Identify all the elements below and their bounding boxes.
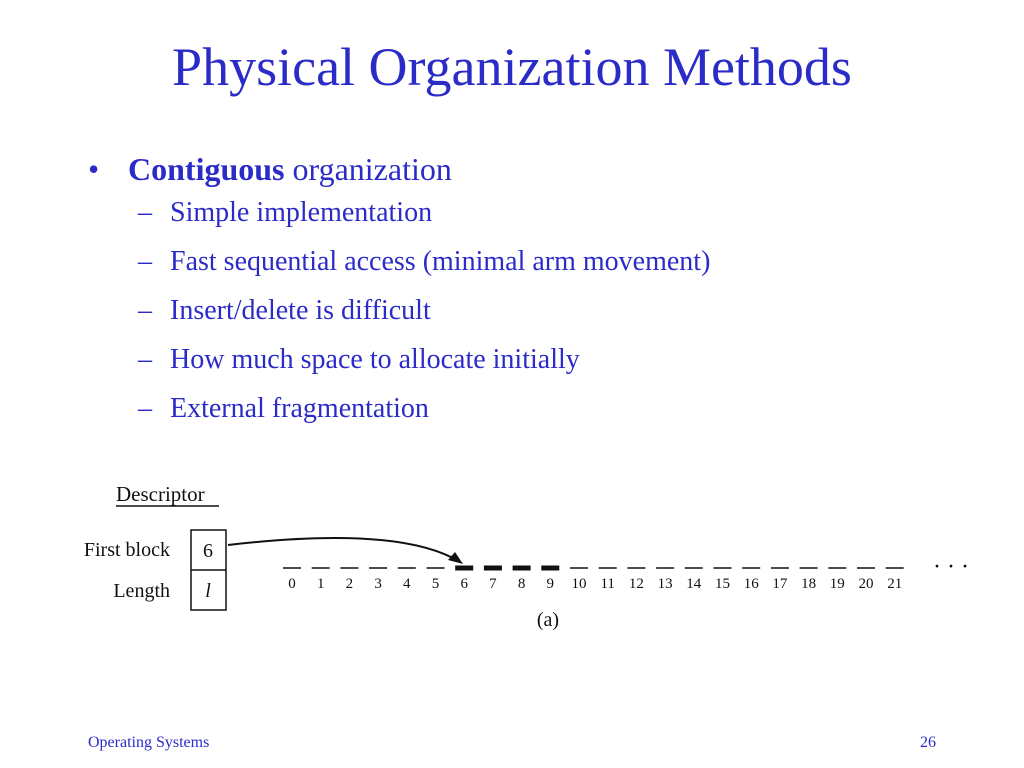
sub-bullet-dash: – [138, 393, 152, 425]
block-number: 9 [546, 576, 555, 592]
block-number: 6 [460, 576, 468, 592]
block-number: 12 [628, 576, 644, 592]
sub-bullet-dash: – [138, 295, 152, 327]
sub-bullet-text: Simple implementation [170, 197, 433, 229]
sub-bullet-item [138, 286, 988, 335]
block-number: 19 [829, 576, 845, 592]
block-number: 11 [600, 576, 615, 592]
pointer-arrowhead [448, 552, 463, 564]
sub-bullet-dash: – [138, 246, 152, 278]
sub-bullet-item [138, 188, 988, 237]
block-number: 3 [374, 576, 382, 592]
sub-bullet-text: External fragmentation [170, 393, 429, 425]
block-number: 15 [715, 576, 730, 592]
footer-page-number: 26 [920, 734, 936, 751]
first-block-value: 6 [203, 540, 213, 562]
block-row [283, 568, 904, 592]
bullet-list [88, 150, 988, 433]
first-block-label: First block [83, 539, 170, 561]
block-number: 5 [431, 576, 440, 592]
diagram-caption: (a) [536, 609, 560, 631]
length-label: Length [113, 580, 170, 602]
bullet-marker: • [88, 151, 100, 187]
block-number: 13 [657, 576, 673, 592]
footer-course: Operating Systems [88, 734, 210, 751]
block-number: 10 [571, 576, 587, 592]
sub-bullet-text: Fast sequential access (minimal arm movement) [170, 246, 711, 278]
pointer-arrow [228, 538, 460, 562]
block-number: 1 [316, 576, 325, 592]
bullet-rest-text: organization [284, 151, 452, 187]
block-number: 8 [517, 576, 526, 592]
block-number: 2 [345, 576, 354, 592]
block-number: 21 [887, 576, 903, 592]
sub-bullet-text: Insert/delete is difficult [170, 295, 431, 327]
sub-bullet-text: How much space to allocate initially [170, 344, 580, 376]
sub-bullet-list [88, 188, 988, 433]
page-title: Physical Organization Methods [172, 37, 852, 97]
sub-bullet-dash: – [138, 197, 152, 229]
ellipsis: · · · [933, 554, 969, 580]
descriptor-label: Descriptor [116, 482, 205, 506]
bullet-bold-text: Contiguous [128, 151, 285, 187]
block-number: 16 [743, 576, 759, 592]
length-value: l [205, 580, 211, 602]
sub-bullet-item [138, 335, 988, 384]
contiguous-allocation-diagram [0, 470, 1024, 640]
sub-bullet-dash: – [138, 344, 152, 376]
block-number: 20 [858, 576, 874, 592]
block-number: 17 [772, 576, 788, 592]
block-number: 14 [686, 576, 702, 592]
sub-bullet-item [138, 384, 988, 433]
block-number: 7 [489, 576, 497, 592]
block-number: 0 [288, 576, 296, 592]
block-number: 18 [801, 576, 817, 592]
bullet-item-contiguous [88, 150, 988, 188]
sub-bullet-item [138, 237, 988, 286]
block-number: 4 [403, 576, 411, 592]
